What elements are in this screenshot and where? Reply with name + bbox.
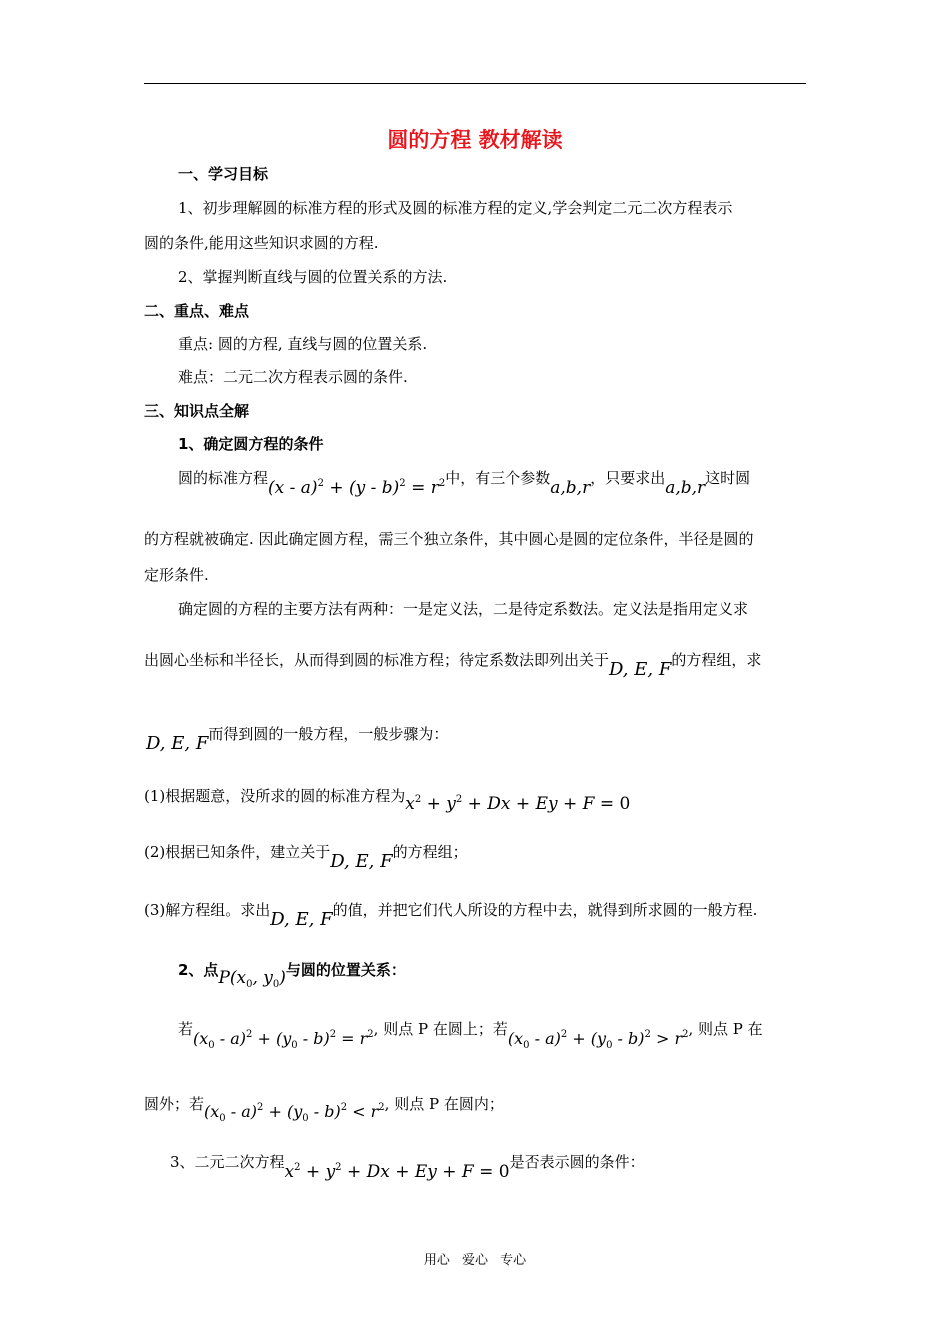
header-rule	[144, 83, 806, 84]
text-fragment: 与圆的位置关系：	[285, 961, 406, 979]
point-position-line	[178, 1019, 763, 1051]
formula-point: $P(x_0$, $y_0$)	[218, 968, 286, 990]
point-position-line	[144, 1094, 504, 1124]
paragraph-line	[146, 724, 449, 754]
standard-equation-sentence	[178, 468, 751, 498]
formula-def: D, E, F	[330, 851, 393, 872]
text-fragment: , 则点 P 在	[688, 1020, 763, 1038]
text-fragment: (2)根据已知条件，建立关于	[144, 843, 331, 861]
text-fragment: , 则点 P 在圆内；	[384, 1095, 504, 1113]
page-footer: 用心 爱心 专心	[423, 1253, 527, 1268]
text-fragment: 出圆心坐标和半径长，从而得到圆的标准方程；待定系数法即列出关于	[144, 651, 610, 669]
section-heading-key-points: 二、重点、难点	[144, 302, 250, 320]
formula-def: D, E, F	[146, 733, 209, 754]
text-fragment: 2、点	[178, 961, 219, 979]
text-fragment: 若	[178, 1020, 194, 1038]
formula-on-circle: $(x_0 - a)^2 + (y_0 - b)^2 = r^2$	[193, 1029, 374, 1051]
difficult-point: 难点：二元二次方程表示圆的条件.	[178, 368, 408, 386]
text-fragment: ，只要求出	[590, 469, 666, 487]
formula-params: a,b,r	[665, 478, 706, 498]
paragraph-line: 定形条件.	[144, 566, 209, 584]
text-fragment: 的方程组，求	[671, 651, 762, 669]
formula-standard-equation: $(x - a)^2 + (y - b)^2 = r^2$	[268, 478, 446, 498]
goal-1-line-1: 1、初步理解圆的标准方程的形式及圆的标准方程的定义,学会判定二元二次方程表示	[178, 199, 733, 217]
text-fragment: 圆的标准方程	[178, 469, 269, 487]
page-title: 圆的方程 教材解读	[387, 128, 563, 152]
subsection-2-heading	[178, 960, 406, 990]
formula-def: D, E, F	[270, 909, 333, 930]
paragraph-line	[144, 650, 762, 680]
step-3	[144, 900, 758, 930]
text-fragment: 这时圆	[705, 469, 751, 487]
paragraph-line: 的方程就被确定. 因此确定圆方程，需三个独立条件，其中圆心是圆的定位条件，半径是圆的	[144, 530, 754, 548]
section-heading-goals: 一、学习目标	[178, 165, 269, 183]
goal-1-line-2: 圆的条件,能用这些知识求圆的方程.	[144, 234, 379, 252]
text-fragment: 而得到圆的一般方程，一般步骤为：	[208, 725, 449, 743]
text-fragment: (1)根据题意，没所求的圆的标准方程为	[144, 787, 406, 805]
step-1	[144, 786, 631, 814]
key-point: 重点: 圆的方程, 直线与圆的位置关系.	[178, 335, 428, 353]
goal-2: 2、掌握判断直线与圆的位置关系的方法.	[178, 268, 448, 286]
formula-def: D, E, F	[609, 659, 672, 680]
formula-inside-circle: $(x_0 - a)^2 + (y_0 - b)^2 < r^2$	[204, 1102, 385, 1124]
text-fragment: 的值，并把它们代人所设的方程中去，就得到所求圆的一般方程.	[332, 901, 758, 919]
paragraph-line: 确定圆的方程的主要方法有两种：一是定义法，二是待定系数法。定义法是指用定义求	[178, 600, 749, 618]
formula-general-equation: $x^2 + y^2 + Dx + Ey + F = 0$	[405, 794, 631, 814]
text-fragment: 的方程组；	[392, 843, 468, 861]
section-heading-knowledge: 三、知识点全解	[144, 402, 250, 420]
formula-general-equation: $x^2 + y^2 + Dx + Ey + F = 0$	[284, 1162, 510, 1182]
text-fragment: 3、二元二次方程	[170, 1153, 285, 1171]
subsection-1-heading: 1、确定圆方程的条件	[178, 435, 324, 453]
text-fragment: 圆外；若	[144, 1095, 205, 1113]
formula-outside-circle: $(x_0 - a)^2 + (y_0 - b)^2 > r^2$	[507, 1029, 689, 1051]
text-fragment: 是否表示圆的条件：	[509, 1153, 645, 1171]
formula-params: a,b,r	[550, 478, 591, 498]
text-fragment: , 则点 P 在圆上；若	[373, 1020, 508, 1038]
text-fragment: (3)解方程组。求出	[144, 901, 271, 919]
subsection-3-heading	[170, 1152, 645, 1182]
text-fragment: 中，有三个参数	[445, 469, 551, 487]
step-2	[144, 842, 468, 872]
